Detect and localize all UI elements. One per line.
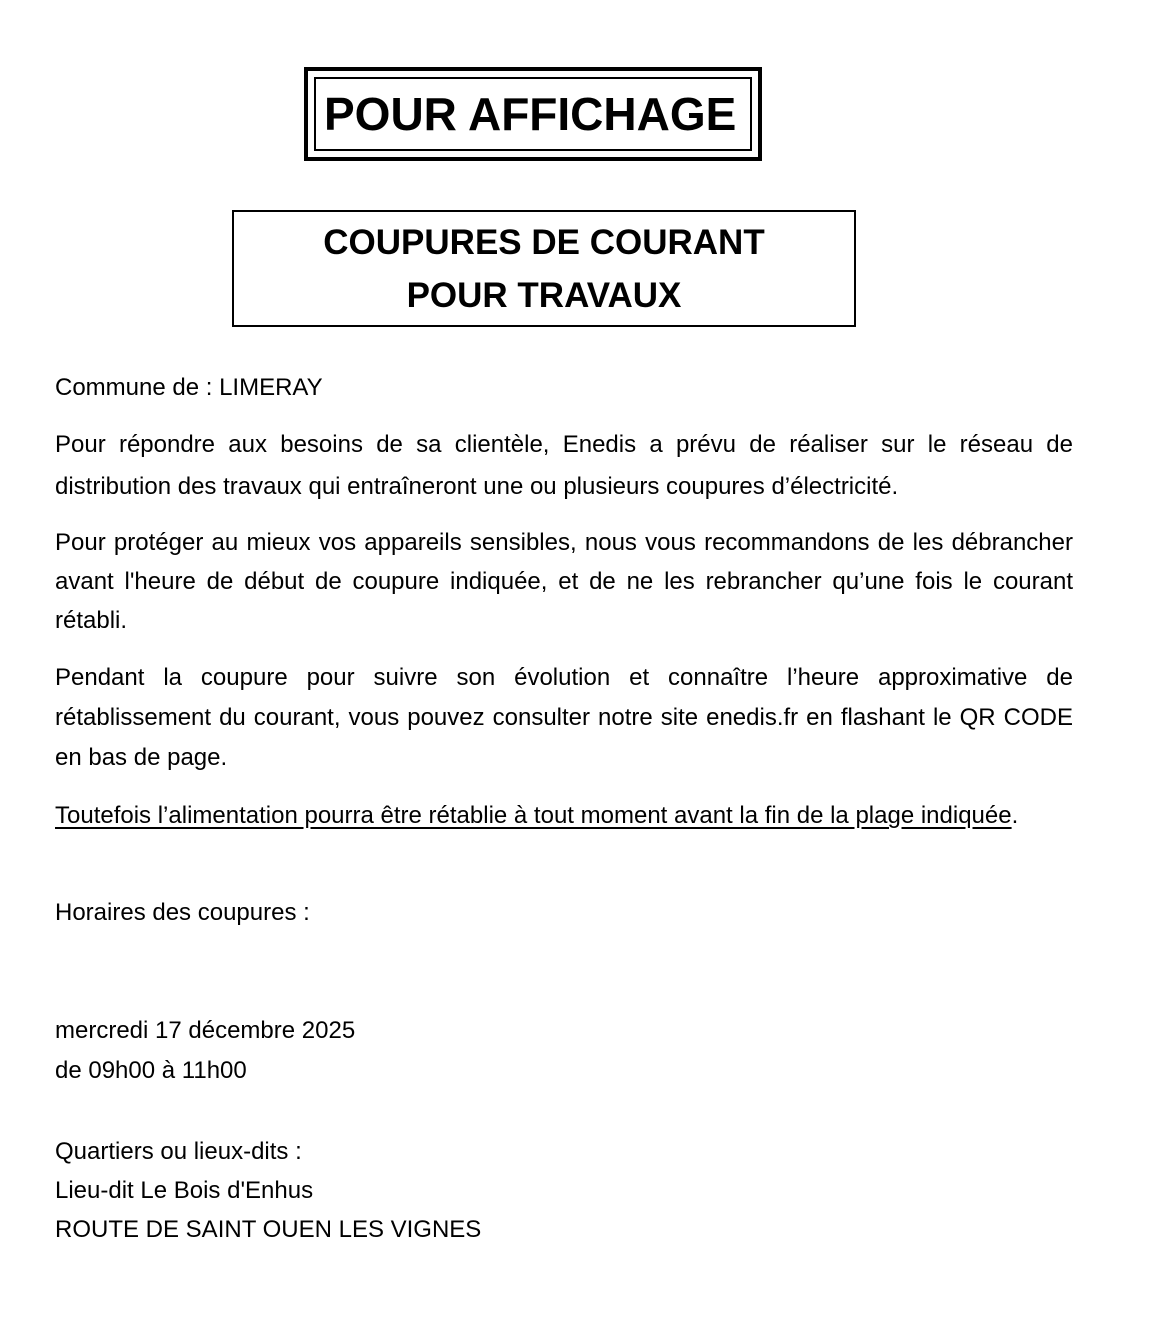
location-item: Lieu-dit Le Bois d'Enhus — [55, 1177, 314, 1204]
notice-title-line-1: COUPURES DE COURANT — [323, 222, 765, 262]
warning-period: . — [1011, 802, 1019, 829]
paragraph-intro: Pour répondre aux besoins de sa clientèle, Enedis a prévu de réaliser sur le réseau de distribution des travaux qui entraîneront une ou plusieurs coupures d’électricité. — [55, 431, 1073, 500]
paragraph-recommendation: Pour protéger au mieux vos appareils sensibles, nous vous recommandons de les débrancher avant l'heure de début de coupure indiquée, et de ne les rebrancher qu’une fois le courant rétabli. — [55, 529, 1073, 634]
notice-title-box — [232, 210, 856, 327]
locations-heading: Quartiers ou lieux-dits : — [55, 1138, 302, 1165]
paragraph-warning — [55, 796, 1073, 836]
notice-title-line-2: POUR TRAVAUX — [406, 275, 682, 315]
commune-line: Commune de : LIMERAY — [55, 374, 323, 401]
location-item: ROUTE DE SAINT OUEN LES VIGNES — [55, 1216, 482, 1243]
schedule-heading: Horaires des coupures : — [55, 899, 310, 926]
display-label-inner-frame — [314, 77, 752, 151]
display-label-frame — [304, 67, 762, 161]
schedule-time-range: de 09h00 à 11h00 — [55, 1057, 247, 1084]
warning-underlined-text: Toutefois l’alimentation pourra être rétablie à tout moment avant la fin de la plage indiquée — [55, 802, 1012, 829]
paragraph-tracking: Pendant la coupure pour suivre son évolution et connaître l’heure approximative de rétablissement du courant, vous pouvez consulter notre site enedis.fr en flashant le QR CODE en bas de page. — [55, 664, 1073, 771]
display-label: POUR AFFICHAGE — [324, 88, 737, 140]
schedule-date: mercredi 17 décembre 2025 — [55, 1017, 356, 1044]
